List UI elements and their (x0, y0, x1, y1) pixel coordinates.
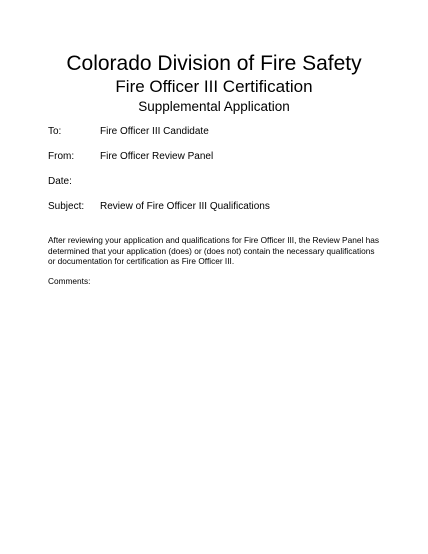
memo-fields (48, 126, 388, 226)
comments-label: Comments: (48, 276, 91, 286)
header-block (0, 52, 428, 115)
date-label: Date: (48, 176, 72, 187)
document-subsubtitle: Supplemental Application (138, 99, 290, 114)
document-title: Colorado Division of Fire Safety (66, 52, 362, 75)
memo-row-subject (48, 201, 388, 213)
memo-row-from (48, 151, 388, 163)
from-label: From: (48, 151, 75, 162)
subject-label: Subject: (48, 201, 85, 212)
to-value: Fire Officer III Candidate (100, 126, 209, 137)
memo-row-date (48, 176, 388, 188)
subject-value: Review of Fire Officer III Qualifications (100, 201, 270, 212)
determination-paragraph: After reviewing your application and qualifications for Fire Officer III, the Review Panel has determined that your application (does) or (does not) contain the necessary qualifications or documentation for certification as Fire Officer III. (48, 235, 379, 266)
document-subtitle: Fire Officer III Certification (115, 77, 313, 96)
to-label: To: (48, 126, 62, 137)
memo-row-to (48, 126, 388, 138)
from-value: Fire Officer Review Panel (100, 151, 214, 162)
